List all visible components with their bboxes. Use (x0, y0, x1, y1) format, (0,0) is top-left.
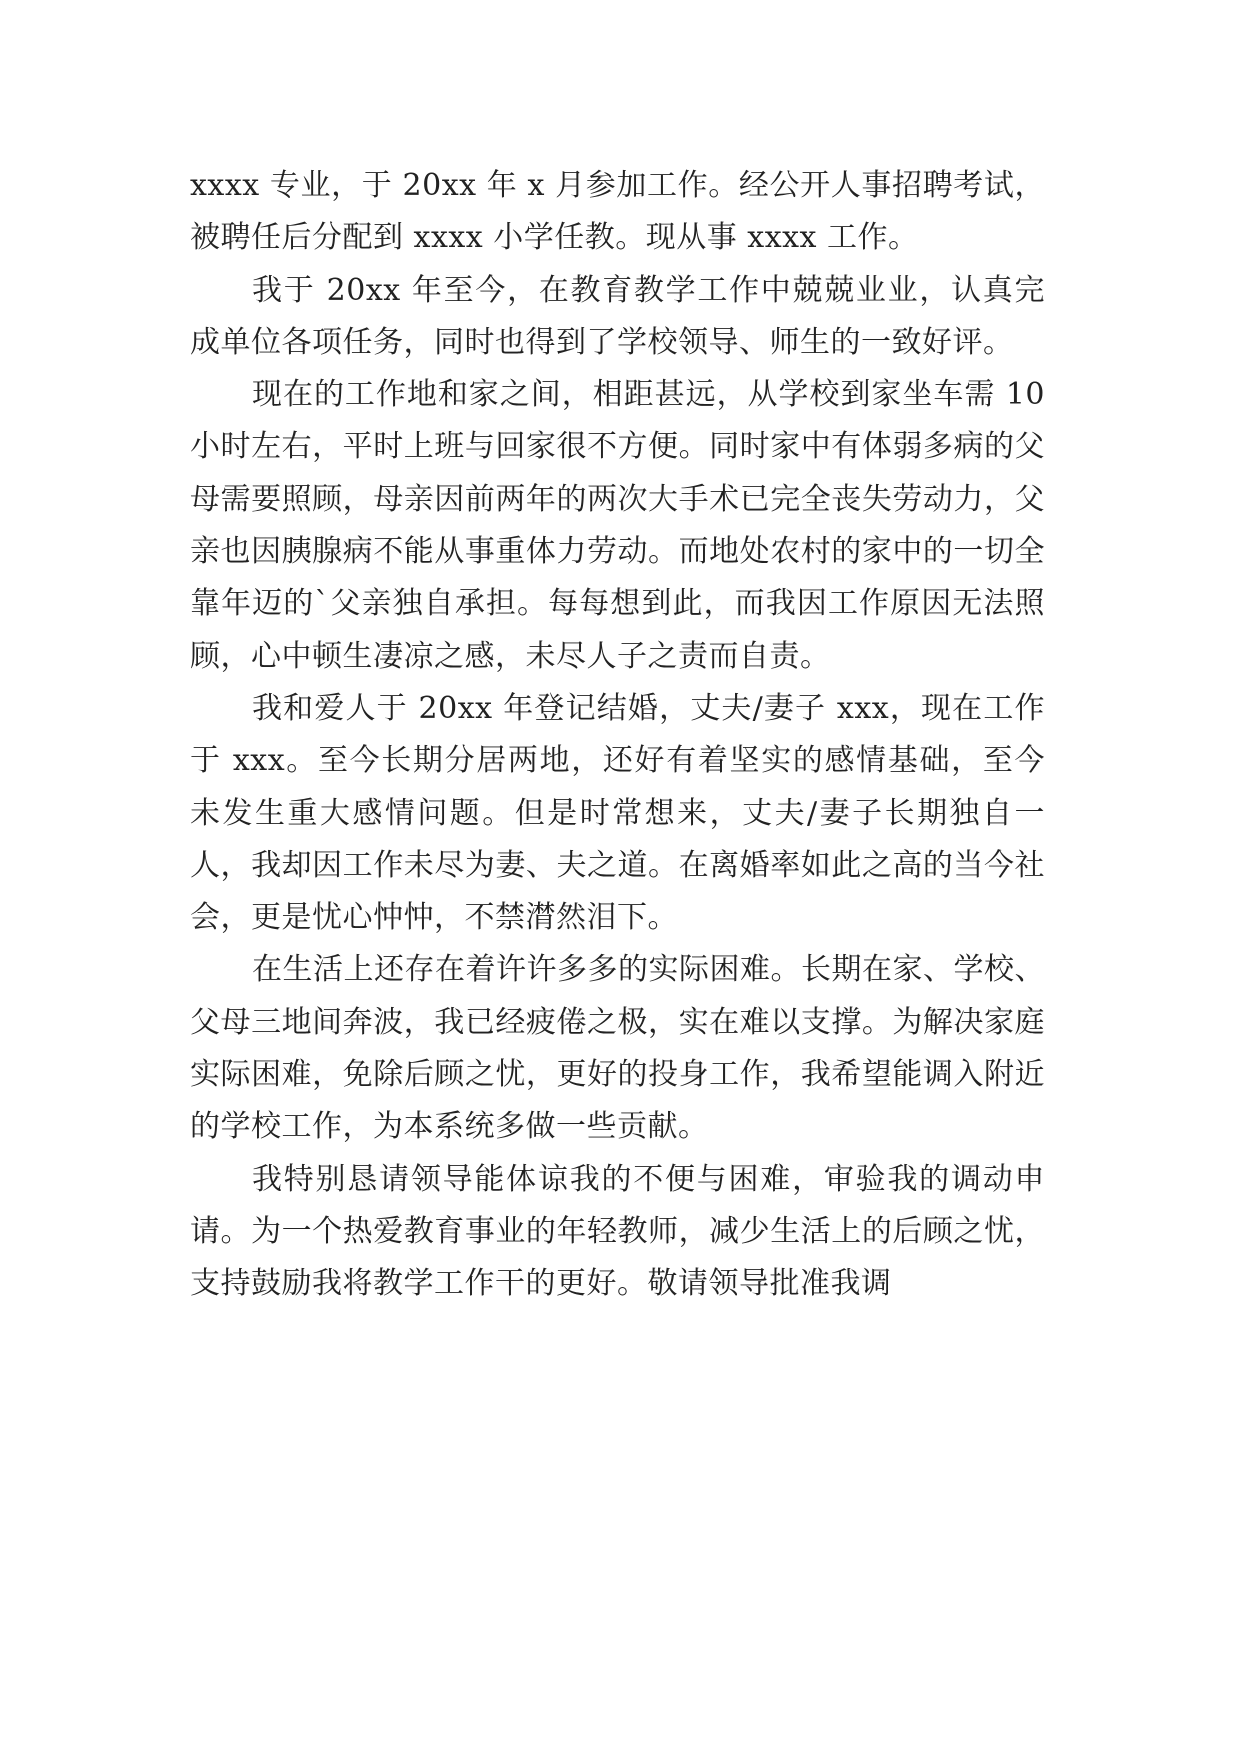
paragraph-marriage: 我和爱人于 20xx 年登记结婚，丈夫/妻子 xxx，现在工作于 xxx。至今长期分居两地，还好有着坚实的感情基础，至今未发生重大感情问题。但是时常想来，丈夫/妻子长期独自一人，我却因工作未尽为妻、夫之道。在离婚率如此之高的当今社会，更是忧心忡忡，不禁潸然泪下。 (190, 690, 1045, 936)
paragraph-family-distance: 现在的工作地和家之间，相距甚远，从学校到家坐车需 10 小时左右，平时上班与回家很不方便。同时家中有体弱多病的父母需要照顾，母亲因前两年的两次大手术已完全丧失劳动力，父亲也因胰腺病不能从事重体力劳动。而地处农村的家中的一切全靠年迈的`父亲独自承担。每每想到此，而我因工作原因无法照顾，心中顿生凄凉之感，未尽人子之责而自责。 (190, 377, 1045, 674)
document-body (190, 160, 1045, 1311)
paragraph-living-difficulties: 在生活上还存在着许许多多的实际困难。长期在家、学校、父母三地间奔波，我已经疲倦之极，实在难以支撑。为解决家庭实际困难，免除后顾之忧，更好的投身工作，我希望能调入附近的学校工作，为本系统多做一些贡献。 (190, 952, 1045, 1145)
paragraph-transfer-request: 我特别恳请领导能体谅我的不便与困难，审验我的调动申请。为一个热爱教育事业的年轻教师，减少生活上的后顾之忧，支持鼓励我将教学工作干的更好。敬请领导批准我调 (190, 1161, 1045, 1302)
paragraph-employment-intro: xxxx 专业，于 20xx 年 x 月参加工作。经公开人事招聘考试，被聘任后分配到 xxxx 小学任教。现从事 xxxx 工作。 (190, 168, 1045, 256)
paragraph-work-performance: 我于 20xx 年至今，在教育教学工作中兢兢业业，认真完成单位各项任务，同时也得到了学校领导、师生的一致好评。 (190, 272, 1045, 360)
